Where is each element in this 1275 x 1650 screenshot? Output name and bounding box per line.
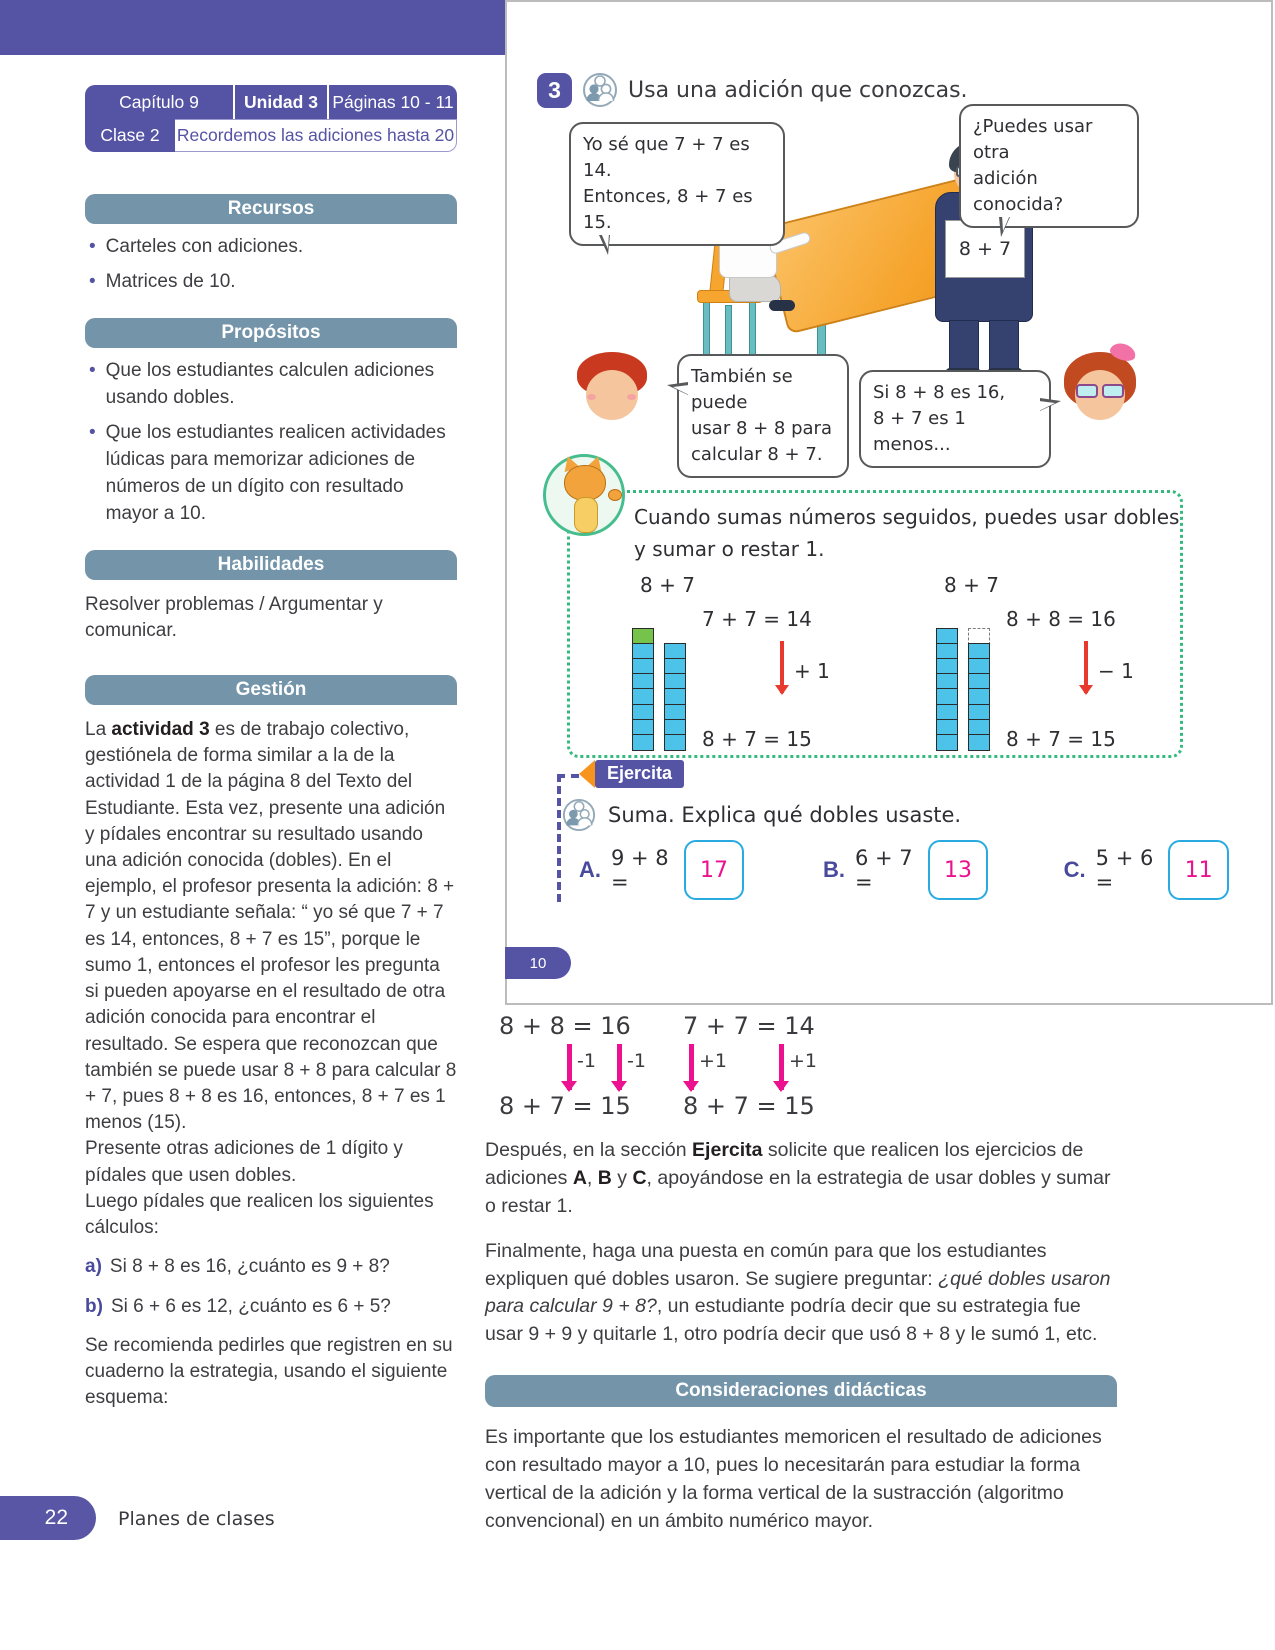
exercise-label: B. xyxy=(822,857,845,882)
group-work-icon xyxy=(562,798,596,832)
teacher-speech-bubble xyxy=(959,104,1139,228)
bubble-line: 8 + 7 es 1 menos... xyxy=(873,408,966,456)
habilidades-text: Resolver problemas / Argumentar y comunicar. xyxy=(85,593,383,642)
exercise-c xyxy=(1064,840,1229,900)
chair-leg xyxy=(749,302,756,357)
sidebar xyxy=(85,85,457,1411)
teacher-leg xyxy=(989,320,1019,372)
strategy-scheme xyxy=(485,1012,1117,1120)
arrow-label: +1 xyxy=(699,1050,728,1072)
list-item-text: Matrices de 10. xyxy=(105,270,236,292)
arrow-label: +1 xyxy=(789,1050,818,1072)
student-shoe xyxy=(769,300,795,311)
gestion-paragraph-2: Presente otras adiciones de 1 dígito y pídales que usen dobles. xyxy=(85,1138,403,1186)
calc-item-a xyxy=(85,1254,457,1281)
page-number-pill xyxy=(0,1496,96,1540)
answer-value: 13 xyxy=(944,857,972,883)
chair-leg xyxy=(703,302,710,357)
cube-tower xyxy=(632,629,654,751)
blue-cube xyxy=(632,734,654,751)
section-header-consideraciones: Consideraciones didácticas xyxy=(485,1375,1117,1407)
list-item xyxy=(89,420,457,528)
ejercita-dashed-line xyxy=(557,774,579,778)
scheme-group-plus xyxy=(683,1012,903,1120)
diagram-doubles-plus-one xyxy=(582,573,874,753)
suma-prompt: Suma. Explica qué dobles usaste. xyxy=(608,803,962,827)
chapter-label: Capítulo 9 xyxy=(85,85,235,119)
paragraph-consideraciones: Es importante que los estudiantes memoricen el resultado de adiciones con resultado mayor a 10, pues lo necesitarán para estudiar la forma vertical de la adición y la forma vertical de la sustracción (algoritmo convencional) en un ámbito numérico mayor. xyxy=(485,1426,1102,1532)
exercise-b xyxy=(823,840,988,900)
down-arrow-icon xyxy=(689,1044,694,1090)
class-label: Clase 2 xyxy=(85,119,175,152)
girl-character-head xyxy=(1062,350,1138,430)
ejercita-badge xyxy=(579,760,684,788)
boy-character-head xyxy=(577,352,647,427)
lower-right-column xyxy=(485,1008,1117,1536)
answer-value: 11 xyxy=(1184,857,1213,883)
bubble-line: Yo sé que 7 + 7 es 14. xyxy=(583,134,750,182)
equation-bottom: 8 + 7 = 15 xyxy=(1006,727,1116,751)
paragraph-despues xyxy=(485,1137,1117,1221)
item-label: b) xyxy=(85,1295,103,1317)
section-header-habilidades: Habilidades xyxy=(85,550,457,580)
arrow-label: − 1 xyxy=(1098,659,1134,683)
bubble-line: Si 8 + 8 es 16, xyxy=(873,382,1006,403)
pencil-tip-icon xyxy=(579,760,595,788)
blue-cube xyxy=(968,734,990,751)
exercise-expression: 9 + 8 = xyxy=(611,846,669,894)
text-run-bold: Ejercita xyxy=(692,1139,763,1161)
scheme-equation-top: 7 + 7 = 14 xyxy=(683,1012,815,1040)
bullet-icon: • xyxy=(89,270,96,292)
lesson-header-row1 xyxy=(85,85,457,119)
diagram-label: 8 + 7 xyxy=(640,573,695,597)
boy-blush xyxy=(587,394,596,400)
list-item-text: Que los estudiantes realicen actividades lúdicas para memorizar adiciones de números de un dígito con resultado mayor a 10. xyxy=(105,421,446,524)
text-run-bold: C xyxy=(632,1166,647,1189)
girl-glasses xyxy=(1076,384,1124,398)
propositos-list xyxy=(85,358,457,528)
item-label: a) xyxy=(85,1256,102,1278)
chair-leg xyxy=(725,305,732,360)
down-arrow-icon xyxy=(779,1044,784,1090)
bubble-line: calcular 8 + 7. xyxy=(691,444,823,466)
equation-top: 7 + 7 = 14 xyxy=(702,607,812,631)
ejercita-label: Ejercita xyxy=(595,760,684,788)
exercise-label: C. xyxy=(1063,857,1086,882)
text-run: , xyxy=(586,1166,598,1189)
cube-tower xyxy=(664,645,686,751)
text-run: y xyxy=(611,1166,633,1189)
cube-towers xyxy=(632,629,686,751)
cube-towers xyxy=(936,629,990,751)
block-diagrams xyxy=(582,573,1178,753)
cat-paw xyxy=(608,489,622,501)
text-run: Después, en la sección xyxy=(485,1139,693,1161)
down-arrow-icon xyxy=(617,1044,622,1090)
textbook-page-number-tab: 10 xyxy=(505,947,571,979)
text-run-bold: A xyxy=(572,1166,587,1189)
gestion-paragraph-1 xyxy=(85,717,457,1137)
paragraph-finalmente xyxy=(485,1238,1117,1350)
bullet-icon: • xyxy=(89,421,96,443)
lesson-header xyxy=(85,85,457,152)
ejercita-dashed-line xyxy=(557,774,561,902)
bullet-icon: • xyxy=(89,236,96,257)
page-number: 22 xyxy=(44,1506,68,1529)
calc-item-b xyxy=(85,1294,457,1321)
list-item xyxy=(89,269,457,296)
down-arrow-icon xyxy=(780,641,784,693)
down-arrow-icon xyxy=(1084,641,1088,693)
cube-tower xyxy=(936,629,958,751)
exercise-expression: 6 + 7 = xyxy=(854,846,913,894)
arrow-label: + 1 xyxy=(794,659,830,683)
strategy-tip-box xyxy=(567,490,1183,758)
list-item xyxy=(89,358,457,412)
bubble-line: usar 8 + 8 para xyxy=(691,418,832,440)
footer-label: Planes de clases xyxy=(118,1508,275,1530)
exercise-label: A. xyxy=(579,857,601,882)
cat-body xyxy=(574,497,598,533)
cat-mascot xyxy=(543,454,625,536)
suma-prompt-row xyxy=(562,798,961,832)
exercise-expression: 5 + 6 = xyxy=(1095,846,1154,894)
boy-blush xyxy=(627,394,636,400)
activity-header xyxy=(537,72,968,108)
gestion-paragraph-3: Luego pídales que realicen los siguientes cálculos: xyxy=(85,1190,434,1239)
scheme-equation-bottom: 8 + 7 = 15 xyxy=(499,1092,631,1120)
girl-speech-bubble xyxy=(859,370,1051,468)
list-item-text: Que los estudiantes calculen adiciones usando dobles. xyxy=(105,359,435,408)
list-item xyxy=(89,234,457,261)
boy-speech-bubble xyxy=(677,354,849,478)
text-run-bold: B xyxy=(597,1166,612,1189)
cat-head xyxy=(564,465,606,501)
pages-label: Páginas 10 - 11 xyxy=(332,91,454,112)
text-run: solicite que realicen los ejercicios de adiciones xyxy=(485,1139,1084,1189)
lesson-header-row2 xyxy=(85,119,457,152)
equation-bottom: 8 + 7 = 15 xyxy=(702,727,812,751)
scheme-equation-top: 8 + 8 = 16 xyxy=(499,1012,631,1040)
answer-box xyxy=(684,840,745,900)
unit-label: Unidad 3 xyxy=(235,85,329,119)
arrow-label: -1 xyxy=(577,1050,596,1072)
bubble-line: Entonces, 8 + 7 es 15. xyxy=(583,186,753,234)
textbook-page-scan xyxy=(505,0,1273,1005)
activity-number-badge: 3 xyxy=(537,73,572,108)
bubble-line: adición conocida? xyxy=(973,168,1064,216)
section-header-propositos: Propósitos xyxy=(85,318,457,348)
student-speech-bubble xyxy=(569,122,785,246)
student-legs xyxy=(729,274,781,302)
diagram-label: 8 + 7 xyxy=(944,573,999,597)
text-run: La xyxy=(85,718,112,740)
activity-title: Usa una adición que conozcas. xyxy=(628,77,968,103)
text-run: , apoyándose en la estrategia de usar dobles y sumar o restar 1. xyxy=(485,1166,1111,1217)
section-header-gestion: Gestión xyxy=(85,675,457,705)
text-run: , un estudiante podría decir que su estrategia fue usar 9 + 9 y quitarle 1, otro podría decir que usó 8 + 8 y le sumó 1, etc. xyxy=(485,1295,1098,1346)
text-run-bold: actividad 3 xyxy=(111,718,210,740)
item-text: Si 6 + 6 es 12, ¿cuánto es 6 + 5? xyxy=(110,1295,391,1317)
cube-tower xyxy=(968,629,990,751)
equation-top: 8 + 8 = 16 xyxy=(1006,607,1116,631)
group-work-icon xyxy=(582,72,618,108)
tip-text-line: y sumar o restar 1. xyxy=(634,537,825,561)
answer-value: 17 xyxy=(700,857,729,883)
lesson-title: Recordemos las adiciones hasta 20 xyxy=(175,119,457,152)
item-text: Si 8 + 8 es 16, ¿cuánto es 9 + 8? xyxy=(109,1256,390,1278)
teacher-leg xyxy=(949,320,979,372)
arrow-label: -1 xyxy=(627,1050,646,1072)
blue-cube xyxy=(664,734,686,751)
diagram-doubles-minus-one xyxy=(886,573,1178,753)
exercise-row xyxy=(579,840,1229,900)
top-purple-bar xyxy=(0,0,505,55)
section-header-recursos: Recursos xyxy=(85,194,457,224)
down-arrow-icon xyxy=(567,1044,572,1090)
text-run: Finalmente, haga una puesta en común para que los estudiantes expliquen qué dobles usaron. Se sugiere preguntar: xyxy=(485,1239,1047,1290)
tip-text-line: Cuando sumas números seguidos, puedes usar dobles xyxy=(634,505,1180,529)
list-item-text: Carteles con adiciones. xyxy=(105,236,304,257)
text-run: es de trabajo colectivo, gestiónela de forma similar a la de la actividad 1 de la página 8 del Texto del Estudiante. Esta vez, presente una adición y pídales encontrar su resultado usando una adición conocida (dobles). En el ejemplo, el profesor presenta la adición: 8 + 7 y un estudiante señala: “ yo sé que 7 + 7 es 14, entonces, 8 + 7 es 15”, porque le sumo 1, entonces el profesor les pregunta si pueden apoyarse en el resultado de otra adición conocida para encontrar el resultado. Se espera que reconozcan que también se puede usar 8 + 8 para calcular 8 + 7, pues 8 + 8 es 16, entonces, 8 + 7 es 1 menos (15). xyxy=(85,718,457,1134)
teacher-card: 8 + 7 xyxy=(945,220,1025,278)
answer-box xyxy=(928,840,989,900)
recursos-list xyxy=(85,234,457,296)
bubble-line: También se puede xyxy=(691,366,793,414)
text-run-italic: ¿qué dobles usaron para calcular 9 + 8? xyxy=(485,1267,1111,1318)
bubble-line: ¿Puedes usar otra xyxy=(973,116,1093,164)
blue-cube xyxy=(936,734,958,751)
bullet-icon: • xyxy=(89,359,96,381)
exercise-a xyxy=(579,840,744,900)
gestion-paragraph-4: Se recomienda pedirles que registren en su cuaderno la estrategia, usando el siguiente esquema: xyxy=(85,1334,453,1408)
scheme-equation-bottom: 8 + 7 = 15 xyxy=(683,1092,815,1120)
answer-box xyxy=(1168,840,1229,900)
